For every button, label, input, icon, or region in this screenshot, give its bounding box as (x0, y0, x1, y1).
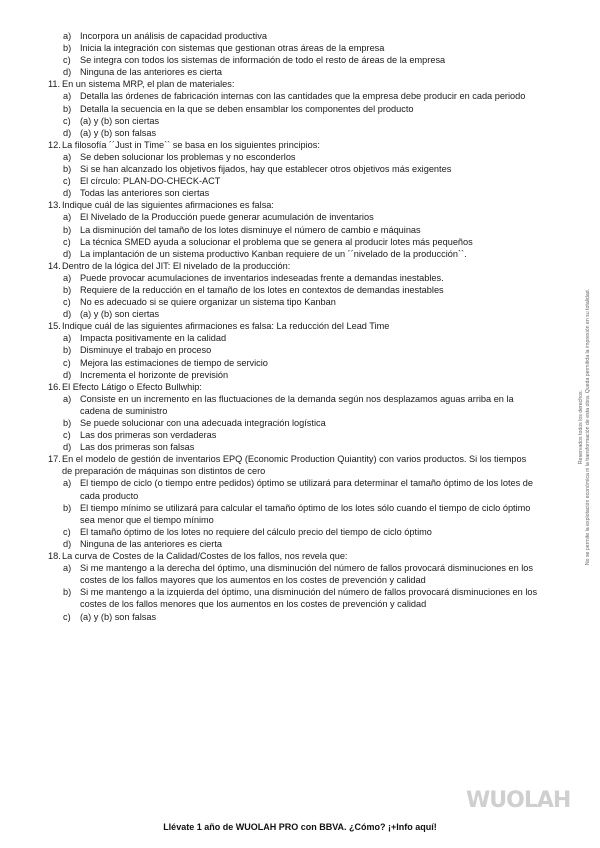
option-item (48, 90, 538, 102)
option-item (48, 417, 538, 429)
option-letter: a) (63, 393, 72, 404)
question-text: La filosofía ´´Just in Time`` se basa en los siguientes principios: (62, 139, 320, 150)
option-letter: a) (63, 151, 72, 162)
option-item (48, 272, 538, 284)
option-text: Detalla la secuencia en la que se deben ensamblar los componentes del producto (80, 103, 414, 114)
question-number: 18. (48, 551, 61, 562)
option-item (48, 441, 538, 453)
option-letter: b) (63, 103, 72, 114)
option-letter: a) (63, 91, 72, 102)
question-number: 17. (48, 454, 61, 465)
option-item (48, 187, 538, 199)
option-item (48, 211, 538, 223)
question-text: Indique cuál de las siguientes afirmaciones es falsa: La reducción del Lead Time (62, 321, 390, 332)
side-notice-line2: No se permite la explotación económica ni la transformación de esta obra. Queda permitida la impresión en su totalidad. (585, 288, 591, 566)
option-letter: b) (63, 284, 72, 295)
option-item (48, 151, 538, 163)
question-text: La curva de Costes de la Calidad/Costes de los fallos, nos revela que: (62, 551, 348, 562)
option-text: La técnica SMED ayuda a solucionar el problema que se genera al producir lotes más pequeños (80, 236, 473, 247)
question-item (48, 260, 538, 272)
question-item (48, 199, 538, 211)
option-item (48, 103, 538, 115)
option-text: Se puede solucionar con una adecuada integración logística (80, 418, 326, 428)
option-item (48, 30, 538, 42)
option-text: Las dos primeras son falsas (80, 442, 195, 453)
question-item (48, 139, 538, 151)
exam-content (48, 30, 538, 623)
option-letter: d) (63, 369, 72, 380)
option-letter: a) (63, 272, 72, 283)
option-item (48, 127, 538, 139)
option-letter: c) (63, 297, 71, 308)
question-text: Dentro de la lógica del JIT: El nivelado de la producción: (62, 260, 291, 271)
option-text: Impacta positivamente en la calidad (80, 333, 227, 344)
option-letter: d) (63, 127, 72, 138)
option-text: Si me mantengo a la izquierda del óptimo, una disminución del número de fallos provocará disminuciones en los costes de los fallos menores que los aumentos en los costes de prevención y calidad (80, 587, 538, 610)
option-letter: c) (63, 526, 71, 537)
question-number: 13. (48, 200, 61, 211)
option-letter: d) (63, 67, 72, 78)
option-text: El tamaño óptimo de los lotes no requiere del cálculo precio del tiempo de ciclo óptimo (80, 526, 432, 537)
option-text: El tiempo mínimo se utilizará para calcular el tamaño óptimo de los lotes sólo cuando el tiempo de ciclo óptimo sea menor que el tiempo mínimo (80, 502, 531, 525)
option-text: (a) y (b) son falsas (80, 611, 157, 622)
question-item (48, 320, 538, 332)
question-text: El Efecto Látigo o Efecto Bullwhip: (62, 381, 202, 392)
option-item (48, 611, 538, 623)
option-item (48, 429, 538, 441)
option-text: Puede provocar acumulaciones de inventarios indeseadas frente a demandas inestables. (80, 272, 444, 283)
option-item (48, 175, 538, 187)
option-text: Consiste en un incremento en las fluctuaciones de la demanda según nos desplazamos aguas arriba en la cadena de suministro (80, 393, 514, 416)
option-letter: a) (63, 478, 72, 489)
option-text: El Nivelado de la Producción puede generar acumulación de inventarios (80, 212, 374, 223)
option-letter: d) (63, 309, 72, 320)
option-text: (a) y (b) son ciertas (80, 115, 160, 126)
side-notice-line1: Reservados todos los derechos. (578, 389, 584, 465)
option-text: Si me mantengo a la derecha del óptimo, una disminución del número de fallos provocará disminuciones en los costes de los fallos mayores que los aumentos en los costes de prevención y calidad (80, 563, 533, 586)
option-item (48, 538, 538, 550)
option-letter: c) (63, 115, 71, 126)
option-text: La implantación de un sistema productivo Kanban requiere de un ´´nivelado de la producción``. (80, 248, 467, 259)
side-notice (570, 210, 600, 660)
option-text: Se integra con todos los sistemas de información de todo el resto de áreas de la empresa (80, 55, 446, 66)
option-item (48, 562, 538, 586)
question-item (48, 550, 538, 562)
option-text: Ninguna de las anteriores es cierta (80, 538, 222, 549)
option-item (48, 526, 538, 538)
question-text: En un sistema MRP, el plan de materiales: (62, 79, 235, 90)
option-letter: c) (63, 55, 71, 66)
option-letter: c) (63, 611, 71, 622)
option-letter: c) (63, 357, 71, 368)
option-letter: a) (63, 212, 72, 223)
option-text: Las dos primeras son verdaderas (80, 430, 217, 441)
option-letter: a) (63, 333, 72, 344)
option-letter: d) (63, 188, 72, 199)
promo-footer-link[interactable]: Llévate 1 año de WUOLAH PRO con BBVA. ¿Cómo? ¡+Info aquí! (163, 822, 437, 832)
option-item (48, 224, 538, 236)
option-item (48, 393, 538, 417)
option-letter: a) (63, 563, 72, 574)
option-item (48, 42, 538, 54)
option-letter: b) (63, 224, 72, 235)
option-text: Mejora las estimaciones de tiempo de servicio (80, 357, 268, 368)
question-item (48, 78, 538, 90)
option-item (48, 115, 538, 127)
option-text: Incrementa el horizonte de previsión (80, 369, 229, 380)
option-text: El tiempo de ciclo (o tiempo entre pedidos) óptimo se utilizará para determinar el tamaño óptimo de los lotes de cada producto (80, 478, 533, 501)
question-number: 15. (48, 321, 61, 332)
option-text: Ninguna de las anteriores es cierta (80, 67, 222, 78)
option-text: Se deben solucionar los problemas y no esconderlos (80, 151, 296, 162)
option-letter: a) (63, 31, 72, 41)
option-letter: b) (63, 345, 72, 356)
option-item (48, 163, 538, 175)
option-letter: b) (63, 502, 72, 513)
question-number: 16. (48, 381, 61, 392)
option-item (48, 344, 538, 356)
option-text: Incorpora un análisis de capacidad productiva (80, 31, 267, 41)
option-letter: d) (63, 248, 72, 259)
option-letter: b) (63, 587, 72, 598)
option-text: La disminución del tamaño de los lotes disminuye el número de cambio e máquinas (80, 224, 421, 235)
option-text: Todas las anteriores son ciertas (80, 188, 210, 199)
option-letter: d) (63, 538, 72, 549)
option-item (48, 357, 538, 369)
option-text: El círculo: PLAN-DO-CHECK-ACT (80, 176, 221, 187)
wuolah-logo: WUOLAH (466, 788, 571, 813)
option-item (48, 332, 538, 344)
option-text: (a) y (b) son falsas (80, 127, 157, 138)
question-number: 14. (48, 260, 61, 271)
option-item (48, 66, 538, 78)
option-text: Disminuye el trabajo en proceso (80, 345, 212, 356)
option-item (48, 369, 538, 381)
question-number: 11. (48, 79, 61, 90)
option-text: (a) y (b) son ciertas (80, 309, 160, 320)
option-item (48, 586, 538, 610)
option-item (48, 296, 538, 308)
side-notice-text (578, 212, 592, 642)
option-text: No es adecuado si se quiere organizar un sistema tipo Kanban (80, 297, 336, 308)
question-text: En el modelo de gestión de inventarios EPQ (Economic Production Quiantity) con varios productos. Si los tiempos de preparación de máquinas son distintos de cero (62, 454, 527, 477)
option-item (48, 308, 538, 320)
option-letter: b) (63, 164, 72, 175)
option-text: Inicia la integración con sistemas que gestionan otras áreas de la empresa (80, 43, 385, 54)
option-letter: b) (63, 418, 72, 428)
option-item (48, 236, 538, 248)
option-letter: b) (63, 43, 72, 54)
question-item (48, 453, 538, 477)
option-letter: c) (63, 176, 71, 187)
question-text: Indique cuál de las siguientes afirmaciones es falsa: (62, 200, 274, 211)
option-item (48, 284, 538, 296)
option-letter: d) (63, 442, 72, 453)
option-item (48, 502, 538, 526)
option-text: Detalla las órdenes de fabricación internas con las cantidades que la empresa debe producir en cada periodo (80, 91, 526, 102)
option-item (48, 248, 538, 260)
option-text: Requiere de la reducción en el tamaño de los lotes en contextos de demandas inestables (80, 284, 444, 295)
option-letter: c) (63, 430, 71, 441)
question-item (48, 381, 538, 393)
option-item (48, 54, 538, 66)
option-item (48, 477, 538, 501)
option-text: Si se han alcanzado los objetivos fijados, hay que establecer otros objetivos más exigentes (80, 164, 452, 175)
option-letter: c) (63, 236, 71, 247)
question-number: 12. (48, 139, 61, 150)
